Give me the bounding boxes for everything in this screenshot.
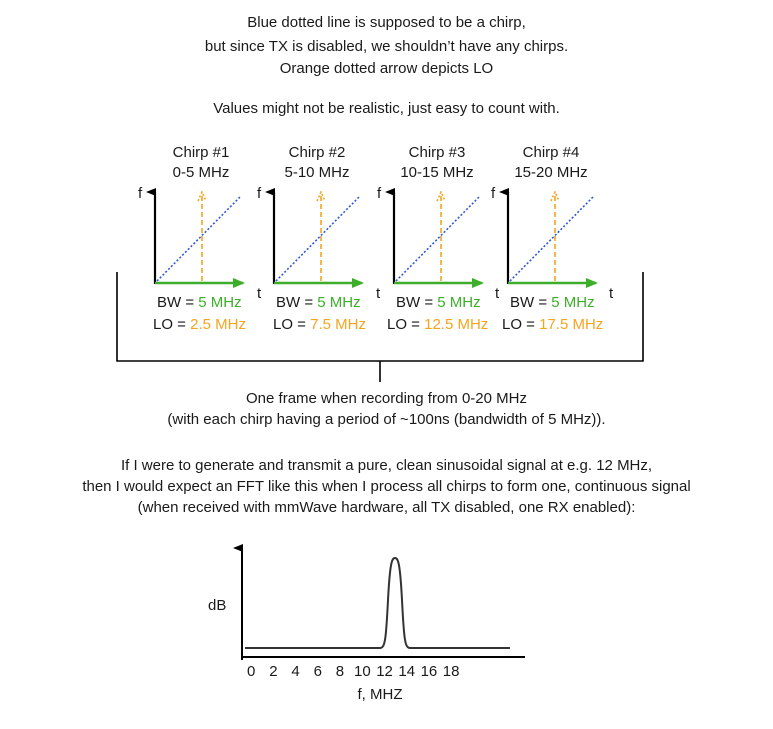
intro-line-4: Values might not be realistic, just easy to count with. bbox=[213, 100, 560, 117]
fft-x-tick-8: 8 bbox=[335, 663, 345, 680]
fft-x-tick-18: 18 bbox=[442, 663, 460, 680]
chirp-3-bw: BW = 5 MHz bbox=[396, 294, 481, 311]
fft-x-tick-10: 10 bbox=[354, 663, 371, 680]
chirp-4-f-label: f bbox=[491, 185, 496, 202]
chirp-3-f-label: f bbox=[377, 185, 382, 202]
frame-caption-line-2: (with each chirp having a period of ~100ns (bandwidth of 5 MHz)). bbox=[167, 411, 606, 428]
chirp-3-range: 10-15 MHz bbox=[400, 164, 474, 181]
chirp-3-title: Chirp #3 bbox=[408, 144, 466, 161]
intro-line-1: Blue dotted line is supposed to be a chirp, bbox=[247, 14, 526, 31]
chirp-4-t-label: t bbox=[609, 285, 614, 302]
intro-line-3: Orange dotted arrow depicts LO bbox=[279, 60, 494, 77]
fft-x-tick-16: 16 bbox=[420, 663, 438, 680]
chirp-plots bbox=[155, 192, 596, 284]
chirp-2-t-label: t bbox=[376, 285, 381, 302]
chirp-1-range: 0-5 MHz bbox=[172, 164, 230, 181]
fft-x-label: f, MHZ bbox=[357, 686, 403, 703]
chirp-4-title: Chirp #4 bbox=[522, 144, 580, 161]
chirp-2-range: 5-10 MHz bbox=[284, 164, 350, 181]
fft-y-label: dB bbox=[208, 597, 227, 614]
chirp-1-bw: BW = 5 MHz bbox=[157, 294, 242, 311]
chirp-3-chirp-line bbox=[396, 197, 479, 281]
fft-text-line-1: If I were to generate and transmit a pure, clean sinusoidal signal at e.g. 12 MHz, bbox=[120, 457, 653, 474]
chirp-2-chirp-line bbox=[276, 197, 359, 281]
fft-x-tick-0: 0 bbox=[247, 663, 256, 680]
intro-line-2: but since TX is disabled, we shouldn’t have any chirps. bbox=[204, 38, 569, 55]
chirp-1-lo: LO = 2.5 MHz bbox=[153, 316, 246, 333]
fft-x-tick-12: 12 bbox=[376, 663, 393, 680]
fft-text-line-2: then I would expect an FFT like this when I process all chirps to form one, continuous signal bbox=[82, 478, 691, 495]
chirp-4-lo: LO = 17.5 MHz bbox=[502, 316, 604, 333]
chirp-1-title: Chirp #1 bbox=[172, 144, 230, 161]
chirp-4-chirp-line bbox=[510, 197, 593, 281]
fft-x-tick-6: 6 bbox=[313, 663, 322, 680]
chirp-4-bw: BW = 5 MHz bbox=[510, 294, 595, 311]
chirp-1-t-label: t bbox=[257, 285, 262, 302]
chirp-3-t-label: t bbox=[495, 285, 500, 302]
fft-text-line-3: (when received with mmWave hardware, all TX disabled, one RX enabled): bbox=[137, 499, 636, 516]
chirp-1-chirp-line bbox=[157, 197, 240, 281]
fft-x-tick-2: 2 bbox=[269, 663, 278, 680]
chirp-1-f-label: f bbox=[138, 185, 143, 202]
chirp-4-range: 15-20 MHz bbox=[514, 164, 588, 181]
frame-caption-line-1: One frame when recording from 0-20 MHz bbox=[246, 390, 527, 407]
chirp-3-lo: LO = 12.5 MHz bbox=[387, 316, 489, 333]
chirp-2-lo: LO = 7.5 MHz bbox=[273, 316, 366, 333]
fft-x-tick-4: 4 bbox=[291, 663, 300, 680]
fft-curve bbox=[245, 558, 510, 648]
chirp-2-f-label: f bbox=[257, 185, 262, 202]
fft-x-tick-14: 14 bbox=[398, 663, 416, 680]
chirp-2-bw: BW = 5 MHz bbox=[276, 294, 361, 311]
chirp-2-title: Chirp #2 bbox=[288, 144, 346, 161]
